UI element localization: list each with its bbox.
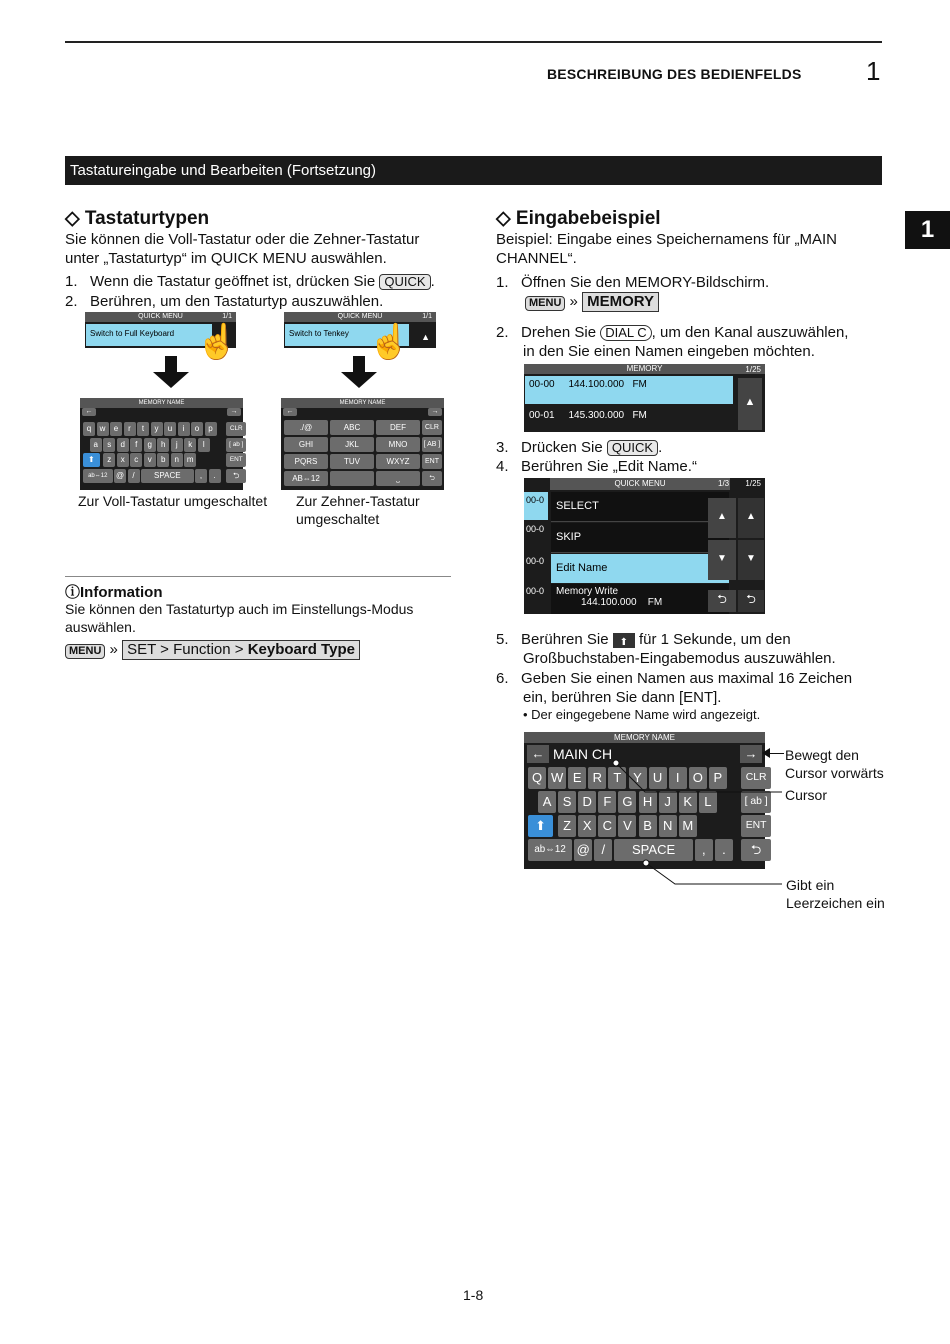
tenkey-2-1[interactable]: TUV [330, 454, 374, 469]
quick-key: QUICK [379, 274, 430, 290]
channel-label: 00-0 [526, 586, 545, 596]
info-menu-path: MENU » SET > Function > Keyboard Type [65, 640, 360, 660]
key-e[interactable]: E [568, 767, 586, 789]
cursor-left-icon[interactable]: ← [527, 745, 549, 763]
period-key[interactable]: . [209, 469, 221, 483]
key-y[interactable]: Y [629, 767, 647, 789]
key-w[interactable]: w [97, 422, 109, 436]
info-text: Sie können den Tastaturtyp auch im Einstellungs-Modus auswählen. [65, 601, 414, 635]
callout-cursor: Cursor [785, 787, 828, 803]
screen-page-2: 1/25 [745, 479, 761, 488]
tenkey-side-3[interactable]: ⮌ [422, 471, 442, 486]
menu-item-skip[interactable]: SKIP [551, 523, 729, 553]
tenkey-1-0[interactable]: GHI [284, 437, 328, 452]
key-m[interactable]: m [184, 453, 196, 467]
tenkey-0-0[interactable]: ./@ [284, 420, 328, 435]
at-key[interactable]: @ [574, 839, 592, 861]
tenkey-1-1[interactable]: JKL [330, 437, 374, 452]
caption-full: Zur Voll-Tastatur umgeschaltet [78, 493, 268, 509]
memory-row-1[interactable]: 00-01 145.300.000 FM [529, 410, 647, 421]
channel-label: 00-0 [524, 492, 548, 520]
key-f[interactable]: f [130, 438, 142, 452]
tenkey-2-0[interactable]: PQRS [284, 454, 328, 469]
key-t[interactable]: T [608, 767, 626, 789]
tenkey-1-2[interactable]: MNO [376, 437, 420, 452]
list-up-icon[interactable]: ▲ [738, 498, 764, 538]
list-down-icon[interactable]: ▼ [738, 540, 764, 580]
back-key[interactable]: ⮌ [741, 839, 771, 861]
key-x[interactable]: x [117, 453, 129, 467]
key-d[interactable]: d [117, 438, 129, 452]
key-h[interactable]: H [639, 791, 657, 813]
mode-toggle-key[interactable]: ab⇔12 [83, 469, 113, 483]
right-step-1: 1. Öffnen Sie den MEMORY-Bildschirm. [496, 274, 770, 291]
cursor-left-key[interactable]: ← [283, 408, 297, 416]
key-f[interactable]: F [598, 791, 616, 813]
cursor-callout-dot [613, 760, 619, 766]
path-box: SET > Function > Keyboard Type [122, 640, 360, 660]
key-g[interactable]: g [144, 438, 156, 452]
menu-key: MENU [525, 296, 565, 311]
mode-toggle-key[interactable]: ab⇔12 [528, 839, 572, 861]
tenkey-3-2[interactable]: ⎵ [376, 471, 420, 486]
hand-pointer-icon: ☝ [368, 323, 411, 361]
tenkey-3-0[interactable]: AB⇔12 [284, 471, 328, 486]
enter-key[interactable]: ENT [741, 815, 771, 837]
key-p[interactable]: P [709, 767, 727, 789]
channel-label: 00-0 [526, 524, 545, 534]
info-icon: ⓘ [65, 584, 81, 601]
screen-page: 1/3 [718, 479, 730, 488]
slash-key[interactable]: / [128, 469, 140, 483]
right-step-6: 6. Geben Sie einen Namen aus maximal 16 Zeichen ein, berühren Sie dann [ENT]. [496, 670, 853, 706]
right-step-6-note: • Der eingegebene Name wird angezeigt. [523, 707, 761, 722]
space-callout-dot [643, 860, 649, 866]
key-g[interactable]: G [618, 791, 636, 813]
key-m[interactable]: M [679, 815, 697, 837]
key-q[interactable]: q [83, 422, 95, 436]
name-input-value[interactable]: MAIN CH [553, 746, 613, 762]
screen-page: 1/25 [745, 365, 761, 374]
key-w[interactable]: W [548, 767, 566, 789]
menu-key: MENU [65, 644, 105, 659]
enter-key[interactable]: ENT [226, 453, 246, 467]
cursor-right-icon[interactable]: → [740, 745, 762, 763]
tenkey-0-2[interactable]: DEF [376, 420, 420, 435]
clr-key[interactable]: CLR [741, 767, 771, 789]
tenkey-0-1[interactable]: ABC [330, 420, 374, 435]
header-title: BESCHREIBUNG DES BEDIENFELDS [547, 66, 802, 82]
left-intro: Sie können die Voll-Tastatur oder die Zehner-Tastatur unter „Tastaturtyp“ im QUICK MENU auswählen. [65, 231, 420, 267]
right-intro: Beispiel: Eingabe eines Speichernamens für „MAIN CHANNEL“. [496, 231, 838, 267]
down-arrow-stem [165, 356, 177, 372]
menu-down-icon[interactable]: ▼ [708, 540, 736, 580]
callout-cursor-forward: Bewegt den Cursor vorwärts [785, 747, 884, 781]
right-step-4: 4. Berühren Sie „Edit Name.“ [496, 458, 697, 475]
quick-menu-screen-b [284, 312, 436, 348]
key-v[interactable]: V [618, 815, 636, 837]
screen-title: MEMORY NAME [80, 398, 243, 408]
right-step-1-path: MENU » MEMORY [525, 292, 659, 312]
full-keyboard-screen [80, 398, 243, 490]
key-n[interactable]: n [171, 453, 183, 467]
key-p[interactable]: p [205, 422, 217, 436]
screen-title: QUICK MENU [85, 312, 236, 322]
channel-label: 00-0 [526, 556, 545, 566]
tenkey-2-2[interactable]: WXYZ [376, 454, 420, 469]
tenkey-3-1[interactable] [330, 471, 374, 486]
screen-page: 1/1 [422, 313, 432, 320]
cursor-right-key[interactable]: → [227, 408, 241, 416]
key-h[interactable]: h [157, 438, 169, 452]
case-toggle-key[interactable]: [ ab ] [741, 791, 771, 813]
key-d[interactable]: D [578, 791, 596, 813]
space-key[interactable]: SPACE [614, 839, 692, 861]
menu-item-edit-name[interactable]: Edit Name [551, 554, 729, 583]
key-l[interactable]: L [699, 791, 717, 813]
key-x[interactable]: X [578, 815, 596, 837]
space-key[interactable]: SPACE [141, 469, 194, 483]
key-a[interactable]: A [538, 791, 556, 813]
key-s[interactable]: s [103, 438, 115, 452]
key-u[interactable]: U [649, 767, 667, 789]
cursor-callout-line [616, 763, 782, 792]
page-number: 1-8 [463, 1287, 484, 1303]
key-n[interactable]: N [659, 815, 677, 837]
key-i[interactable]: I [669, 767, 687, 789]
key-c[interactable]: C [598, 815, 616, 837]
chapter-number: 1 [866, 56, 881, 86]
key-k[interactable]: k [184, 438, 196, 452]
key-y[interactable]: y [151, 422, 163, 436]
key-s[interactable]: S [558, 791, 576, 813]
right-step-2: 2. Drehen Sie DIAL C , um den Kanal auszuwählen, in den Sie einen Namen eingeben möchten. [496, 324, 849, 360]
clr-key[interactable]: CLR [226, 422, 246, 436]
key-i[interactable]: i [178, 422, 190, 436]
case-toggle-key[interactable]: [ ab ] [226, 438, 246, 452]
key-j[interactable]: j [171, 438, 183, 452]
tenkey-side-0[interactable]: CLR [422, 420, 442, 435]
info-heading: ⓘInformation [65, 584, 163, 601]
menu-up-icon[interactable]: ▲ [708, 498, 736, 538]
hand-pointer-icon: ☝ [196, 323, 239, 361]
space-callout-line [646, 863, 782, 884]
down-arrow-icon [153, 372, 189, 388]
dial-c-key: DIAL C [600, 325, 651, 341]
caption-tenkey: Zur Zehner-Tastatur umgeschaltet [296, 493, 420, 527]
shift-key[interactable]: ⬆ [528, 815, 553, 837]
scroll-up-icon[interactable]: ▲ [738, 378, 762, 430]
key-u[interactable]: u [164, 422, 176, 436]
key-j[interactable]: J [659, 791, 677, 813]
down-arrow-icon [341, 372, 377, 388]
screen-title: MEMORY [524, 364, 765, 374]
screen-page: 1/1 [222, 313, 232, 320]
chapter-tab: 1 [905, 211, 950, 249]
info-rule [65, 576, 451, 577]
key-l[interactable]: l [198, 438, 210, 452]
top-rule [65, 41, 882, 43]
tenkey-side-2[interactable]: ENT [422, 454, 442, 469]
key-k[interactable]: K [679, 791, 697, 813]
comma-key[interactable]: , [695, 839, 713, 861]
left-heading: ◇ Tastaturtypen [65, 208, 210, 229]
right-step-3: 3. Drücken Sie QUICK . [496, 439, 663, 456]
up-arrow-icon: ▲ [421, 332, 430, 342]
slash-key[interactable]: / [594, 839, 612, 861]
at-key[interactable]: @ [114, 469, 126, 483]
shift-key-icon: ⬆ [613, 633, 635, 648]
callout-space: Gibt ein Leerzeichen ein [786, 877, 885, 911]
cursor-left-key[interactable]: ← [82, 408, 96, 416]
down-arrow-stem [353, 356, 365, 372]
menu-back-icon[interactable]: ⮌ [708, 590, 736, 612]
screen-title: MEMORY NAME [281, 398, 444, 408]
key-r[interactable]: r [124, 422, 136, 436]
right-step-5: 5. Berühren Sie ⬆ für 1 Sekunde, um den Großbuchstaben-Eingabemodus auszuwählen. [496, 631, 836, 667]
switch-full-item[interactable]: Switch to Full Keyboard [86, 324, 212, 346]
key-c[interactable]: c [130, 453, 142, 467]
shift-key[interactable]: ⬆ [83, 453, 100, 467]
callout-arrow-icon [762, 748, 770, 758]
tenkey-side-1[interactable]: [ AB ] [422, 437, 442, 452]
screen-title: QUICK MENU [284, 312, 436, 322]
key-a[interactable]: a [90, 438, 102, 452]
key-q[interactable]: Q [528, 767, 546, 789]
screen-title: QUICK MENU [550, 478, 730, 490]
key-v[interactable]: v [144, 453, 156, 467]
key-o[interactable]: o [191, 422, 203, 436]
menu-item-memory-write[interactable]: Memory Write 144.100.000 FM [551, 584, 729, 614]
section-bar: Tastatureingabe und Bearbeiten (Fortsetzung) [65, 156, 882, 185]
memory-row-0[interactable]: 00-00 144.100.000 FM [525, 376, 733, 404]
callout-lines-svg [600, 760, 790, 890]
diamond-icon: ◇ [496, 208, 511, 229]
period-key[interactable]: . [715, 839, 733, 861]
key-z[interactable]: Z [558, 815, 576, 837]
cursor-right-key[interactable]: → [428, 408, 442, 416]
tenkey-keyboard-screen [281, 398, 444, 490]
memory-screen [524, 364, 765, 432]
screen-title: MEMORY NAME [524, 732, 765, 743]
key-e[interactable]: e [110, 422, 122, 436]
memory-path-box: MEMORY [582, 292, 659, 312]
key-b[interactable]: b [157, 453, 169, 467]
quick-menu-screen [524, 478, 765, 614]
list-back-icon[interactable]: ⮌ [738, 590, 764, 612]
left-step-2: 2. Berühren, um den Tastaturtyp auszuwählen. [65, 293, 384, 310]
key-o[interactable]: O [689, 767, 707, 789]
back-key[interactable]: ⮌ [226, 469, 246, 483]
key-t[interactable]: t [137, 422, 149, 436]
menu-item-select[interactable]: SELECT [551, 492, 729, 522]
right-heading: ◇ Eingabebeispiel [496, 208, 661, 229]
key-b[interactable]: B [639, 815, 657, 837]
diamond-icon: ◇ [65, 208, 80, 229]
comma-key[interactable]: , [195, 469, 207, 483]
key-z[interactable]: z [103, 453, 115, 467]
left-step-1: 1. Wenn die Tastatur geöffnet ist, drücken Sie QUICK . [65, 273, 435, 290]
key-r[interactable]: R [588, 767, 606, 789]
switch-tenkey-item[interactable]: Switch to Tenkey [285, 324, 409, 346]
quick-key: QUICK [607, 440, 658, 456]
